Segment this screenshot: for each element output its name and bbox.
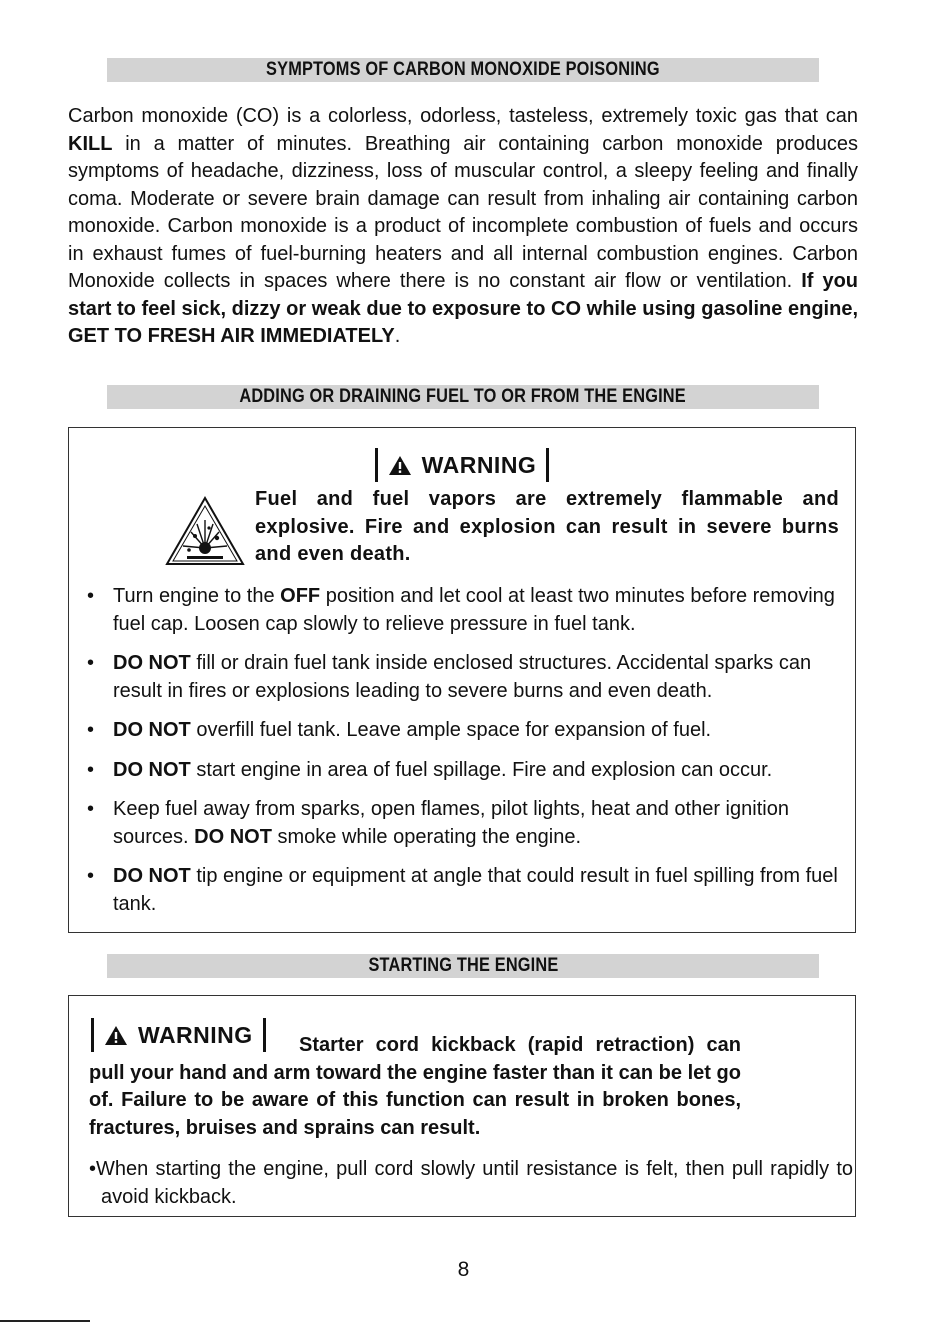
warning-badge: WARNING [375,448,550,482]
fresh-air-warning: If you start to feel sick, dizzy or weak due to exposure to CO while using gasoline engine, GET TO FRESH AIR IMMEDIATELY [68,270,858,347]
starting-warning-text: Starter cord kickback (rapid retraction) can pull your hand and arm toward the engine faster than it can be let go of. Failure to be aware of this function can result in broken bones, fractures, bruises and sprains can result. [89,1034,741,1139]
list-item: • Turn engine to the OFF position and let cool at least two minutes before removing fuel cap. Loosen cap slowly to relieve pressure in fuel tank. [87,585,835,635]
explosion-hazard-icon [165,496,245,566]
section-heading-fuel: ADDING OR DRAINING FUEL TO OR FROM THE ENGINE [107,385,819,409]
list-item: • DO NOT tip engine or equipment at angle that could result in fuel spilling from fuel tank. [87,865,838,915]
starting-warning-box [68,995,856,1217]
warning-badge: WARNING [91,1018,266,1052]
kill-emphasis: KILL [68,132,113,155]
starting-bullet: •When starting the engine, pull cord slowly until resistance is felt, then pull rapidly to avoid kickback. [89,1158,853,1208]
page-number: 8 [457,1258,470,1281]
section-heading-start: STARTING THE ENGINE [107,954,819,978]
list-item: • DO NOT fill or drain fuel tank inside enclosed structures. Accidental sparks can result in fires or explosions leading to severe burns and even death. [87,652,812,702]
list-item: • DO NOT overfill fuel tank. Leave ample space for expansion of fuel. [87,719,712,741]
list-item: • Keep fuel away from sparks, open flames, pilot lights, heat and other ignition sources. DO NOT smoke while operating the engine. [87,798,789,848]
section-heading-co: SYMPTOMS OF CARBON MONOXIDE POISONING [107,58,819,82]
list-item: • DO NOT start engine in area of fuel spillage. Fire and explosion can occur. [87,758,773,781]
fuel-warning-text: Fuel and fuel vapors are extremely flammable and explosive. Fire and explosion can result in severe burns and even death. [255,488,839,565]
warning-triangle-icon [388,455,412,476]
footer-rule [0,1320,90,1322]
co-paragraph: Carbon monoxide (CO) is a colorless, odorless, tasteless, extremely toxic gas that can KILL in a matter of minutes. Breathing air containing carbon monoxide produces symptoms of headache, dizziness, loss of muscular control, a sleepy feeling and finally coma. Moderate or severe brain damage can result from inhaling air containing carbon monoxide. Carbon monoxide is a product of incomplete combustion of fuels and occurs in exhaust fumes of fuel-burning heaters and all internal combustion engines. Carbon Monoxide collects in spaces where there is no constant air flow or ventilation. If you start to feel sick, dizzy or weak due to exposure to CO while using gasoline engine, GET TO FRESH AIR IMMEDIATELY. [68,105,858,347]
fuel-warning-box [68,427,856,933]
fuel-bullet-list [87,583,852,930]
